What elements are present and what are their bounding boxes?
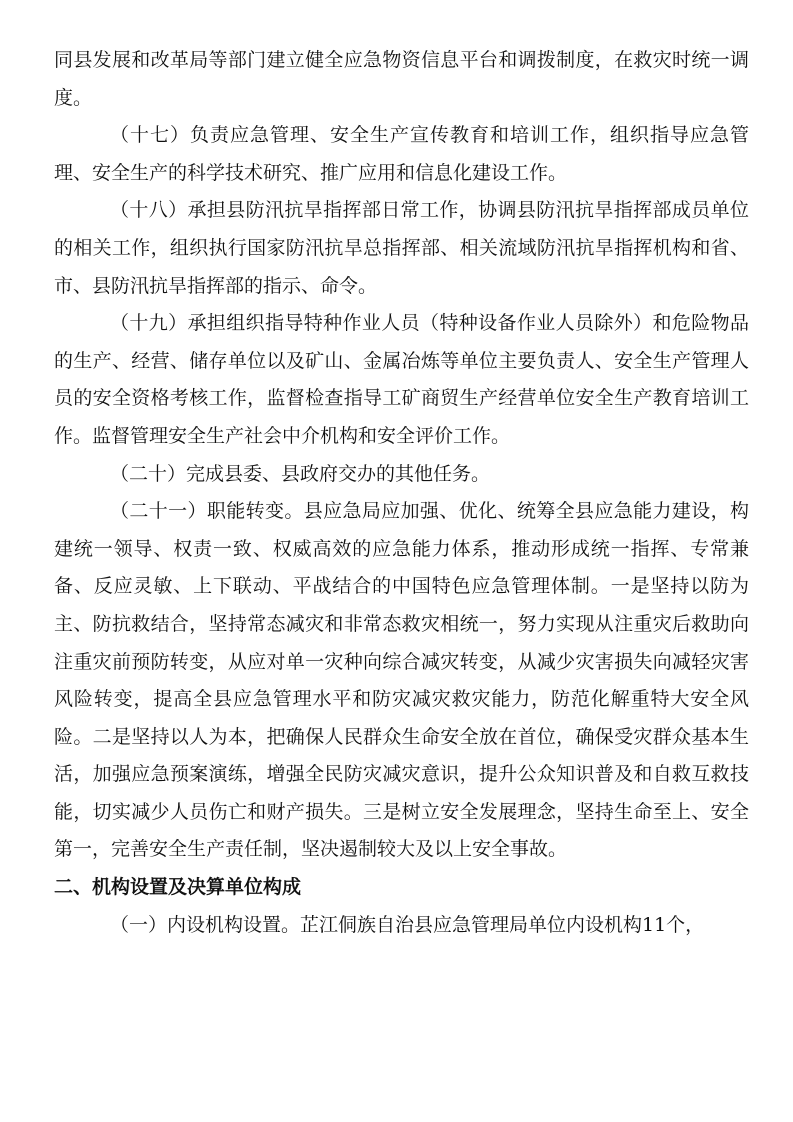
paragraph-item-21: （二十一）职能转变。县应急局应加强、优化、统筹全县应急能力建设，构建统一领导、权责一致、权威高效的应急能力体系，推动形成统一指挥、专常兼备、反应灵敏、上下联动、平战结合的中国特色应急管理体制。一是坚持以防为主、防抗救结合，坚持常态减灾和非常态救灾相统一，努力实现从注重灾后救助向注重灾前预防转变，从应对单一灾种向综合减灾转变，从减少灾害损失向减轻灾害风险转变，提高全县应急管理水平和防灾减灾救灾能力，防范化解重特大安全风险。二是坚持以人为本，把确保人民群众生命安全放在首位，确保受灾群众基本生活，加强应急预案演练，增强全民防灾减灾意识，提升公众知识普及和自救互救技能，切实减少人员伤亡和财产损失。三是树立安全发展理念，坚持生命至上、安全第一，完善安全生产责任制，坚决遏制较大及以上安全事故。 xyxy=(54,500,749,861)
paragraph-item-18: （十八）承担县防汛抗旱指挥部日常工作，协调县防汛抗旱指挥部成员单位的相关工作，组织执行国家防汛抗旱总指挥部、相关流域防汛抗旱指挥机构和省、市、县防汛抗旱指挥部的指示、命令。 xyxy=(54,199,749,297)
paragraph-internal-structure: （一）内设机构设置。芷江侗族自治县应急管理局单位内设机构11个， xyxy=(110,913,705,936)
paragraph-item-17: （十七）负责应急管理、安全生产宣传教育和培训工作，组织指导应急管理、安全生产的科学技术研究、推广应用和信息化建设工作。 xyxy=(54,124,749,184)
paragraph-item-19: （十九）承担组织指导特种作业人员（特种设备作业人员除外）和危险物品的生产、经营、储存单位以及矿山、金属冶炼等单位主要负责人、安全生产管理人员的安全资格考核工作，监督检查指导工矿商贸生产经营单位安全生产教育培训工作。监督管理安全生产社会中介机构和安全评价工作。 xyxy=(54,312,749,447)
paragraph-item-20: （二十）完成县委、县政府交办的其他任务。 xyxy=(110,462,491,485)
section-heading: 二、机构设置及决算单位构成 xyxy=(54,876,302,899)
paragraph-continued: 同县发展和改革局等部门建立健全应急物资信息平台和调拨制度，在救灾时统一调度。 xyxy=(54,49,749,109)
